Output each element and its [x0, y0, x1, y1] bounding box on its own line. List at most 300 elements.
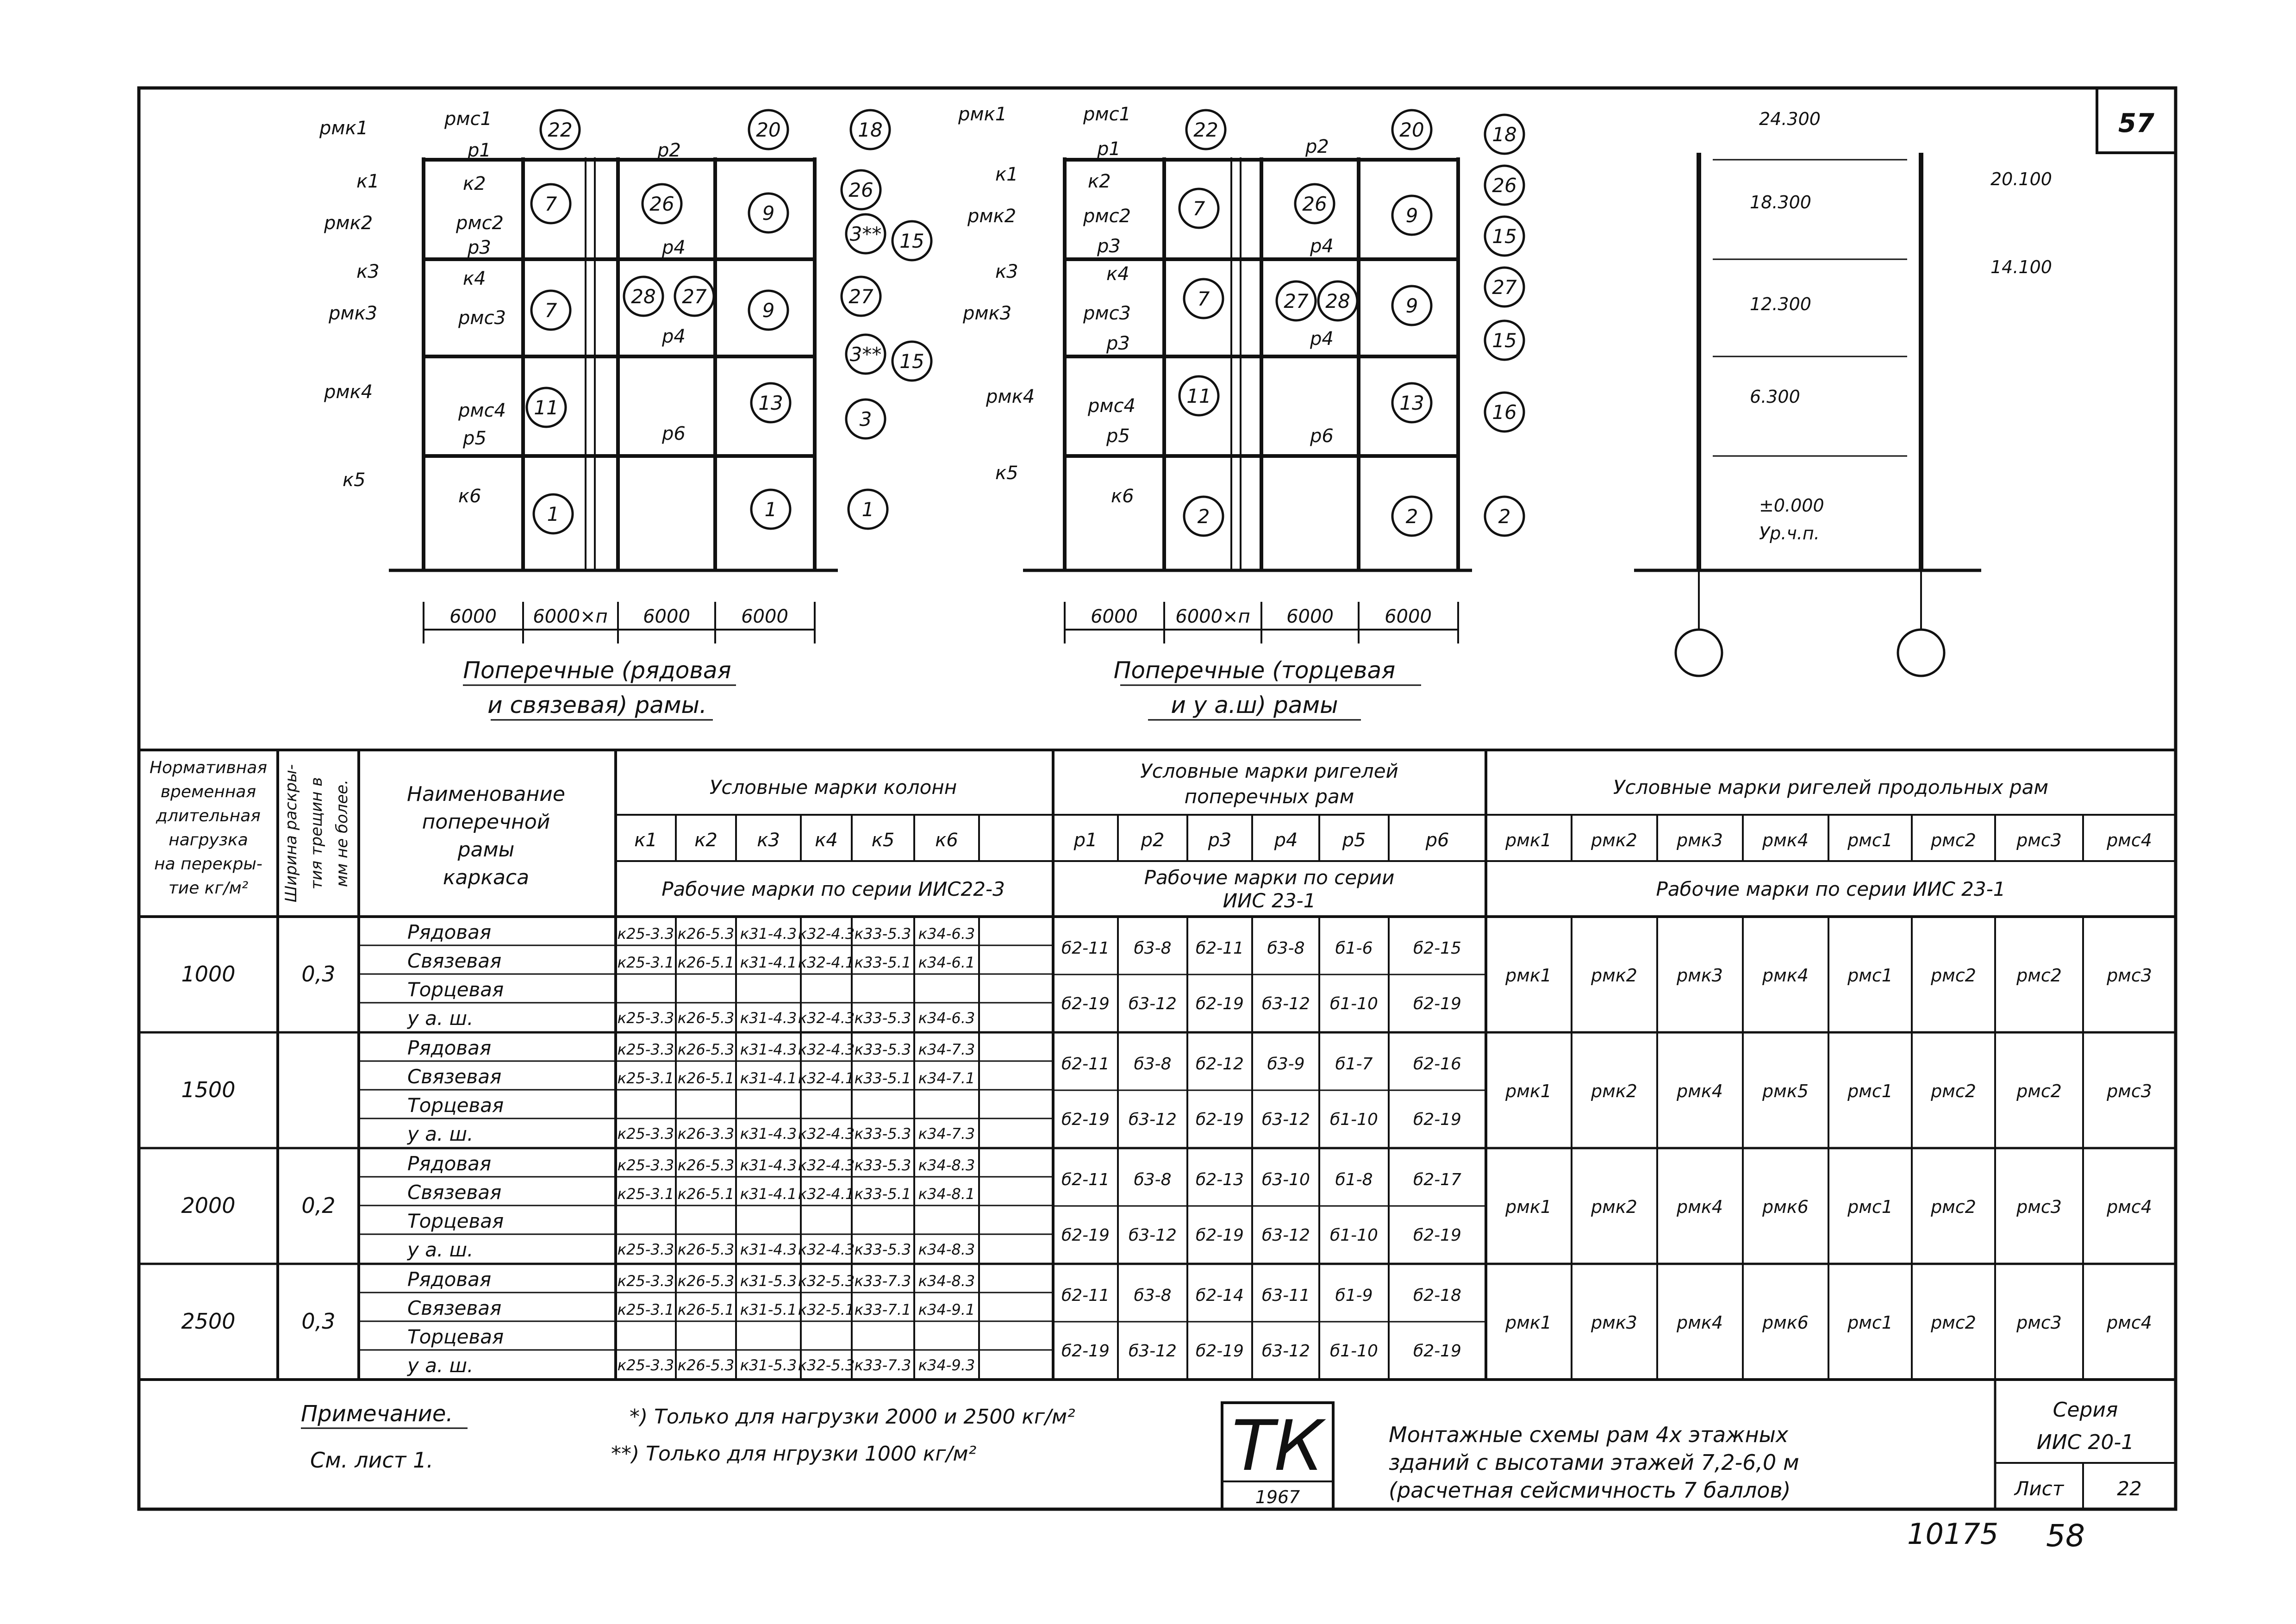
- right-label-13: рмс3: [1083, 303, 1131, 324]
- group-3-long-2: рмк4: [1677, 1312, 1723, 1333]
- head-load-2: длительная: [156, 806, 261, 825]
- group-0-name-1: Связевая: [407, 949, 502, 972]
- long-mark-7: рмс4: [2107, 830, 2152, 850]
- group-1-col-0-4: к33-5.3: [854, 1041, 911, 1058]
- note-1: *) Только для нагрузки 2000 и 2500 кг/м²: [630, 1405, 1075, 1429]
- group-3-rig-1-1: б3-12: [1129, 1342, 1177, 1361]
- group-2-long-1: рмк2: [1591, 1197, 1637, 1217]
- group-3-long-5: рмс2: [1931, 1312, 1976, 1333]
- group-0-rig-0-4: б1-6: [1335, 939, 1373, 958]
- col-mark-2: к3: [757, 830, 780, 851]
- group-0-long-7: рмс3: [2107, 965, 2152, 986]
- left-circle-9: 28: [631, 285, 656, 308]
- group-2-col-1-2: к31-4.1: [740, 1185, 797, 1203]
- group-3-col-1-3: к32-5.1: [798, 1301, 855, 1318]
- group-0-name-0: Рядовая: [407, 921, 492, 943]
- left-circle-15: 15: [899, 350, 924, 373]
- left-circle-12: 9: [762, 299, 775, 322]
- group-2-rig-1-4: б1-10: [1330, 1226, 1378, 1245]
- group-0-col-0-3: к32-4.3: [798, 925, 855, 943]
- rig-mark-4: р5: [1342, 830, 1366, 851]
- head-load-4: на перекры-: [154, 855, 262, 874]
- long-mark-0: рмк1: [1505, 830, 1552, 850]
- top-sheet-number: 57: [2118, 108, 2154, 138]
- left-label-2: к1: [356, 171, 380, 192]
- group-3-col-1-4: к33-7.1: [854, 1301, 911, 1318]
- left-circle-3: 7: [544, 193, 557, 215]
- group-2-rig-0-1: б3-8: [1134, 1170, 1172, 1189]
- group-1-col-1-1: к26-5.1: [677, 1069, 735, 1087]
- right-circle-15: 13: [1399, 392, 1424, 414]
- right-label-1: рмс1: [1083, 104, 1131, 125]
- group-0-rig-0-5: б2-15: [1413, 939, 1461, 958]
- group-0-col-2-0: к25-3.3: [617, 1009, 674, 1027]
- left-label-8: р3: [468, 237, 491, 258]
- head-load-5: тие кг/м²: [168, 879, 249, 898]
- group-3-rig-0-2: б2-14: [1196, 1286, 1244, 1305]
- long-mark-1: рмк2: [1591, 830, 1637, 850]
- group-crack-2: 0,2: [301, 1193, 336, 1218]
- group-1-long-1: рмк2: [1591, 1081, 1637, 1101]
- group-2-name-0: Рядовая: [407, 1152, 492, 1175]
- group-0-col-0-4: к33-5.3: [854, 925, 911, 943]
- group-3-name-2: Торцевая: [407, 1325, 504, 1348]
- group-3-long-1: рмк3: [1591, 1312, 1637, 1333]
- group-2-long-7: рмс4: [2107, 1197, 2152, 1217]
- head-rig-work-1: ИИС 23-1: [1223, 889, 1316, 912]
- left-label-20: к6: [458, 486, 481, 507]
- col-mark-1: к2: [694, 830, 718, 851]
- group-2-long-5: рмс2: [1931, 1197, 1976, 1217]
- left-circle-6: 26: [849, 179, 873, 201]
- group-0-long-2: рмк3: [1677, 965, 1723, 986]
- head-columns-work: Рабочие марки по серии ИИС22-3: [661, 878, 1005, 900]
- left-circle-4: 26: [649, 193, 674, 215]
- right-label-4: рмк2: [967, 206, 1017, 227]
- group-2-rig-1-0: б2-19: [1061, 1226, 1110, 1245]
- group-0-rig-1-5: б2-19: [1413, 994, 1461, 1013]
- head-name-1: поперечной: [422, 810, 550, 834]
- right-label-6: р1: [1097, 138, 1121, 160]
- right-label-16: рмк4: [986, 386, 1035, 407]
- left-circle-14: 3**: [849, 343, 882, 366]
- group-0-rig-0-1: б3-8: [1134, 939, 1172, 958]
- group-2-col-0-3: к32-4.3: [798, 1156, 855, 1174]
- stamp-logo: ТК: [1231, 1406, 1324, 1487]
- rig-mark-1: р2: [1141, 830, 1165, 851]
- group-2-col-0-0: к25-3.3: [617, 1156, 674, 1174]
- group-crack-0: 0,3: [301, 962, 336, 987]
- group-2-col-0-5: к34-8.3: [918, 1156, 975, 1174]
- left-circle-13: 27: [849, 285, 873, 308]
- group-1-col-2-0: к25-3.3: [617, 1125, 674, 1143]
- group-2-rig-0-0: б2-11: [1061, 1170, 1110, 1189]
- group-0-long-6: рмс2: [2016, 965, 2062, 986]
- head-load-3: нагрузка: [168, 831, 248, 849]
- head-rig-1: поперечных рам: [1184, 785, 1354, 808]
- left-label-4: рмк2: [324, 212, 373, 234]
- group-2-rig-0-4: б1-8: [1335, 1170, 1373, 1189]
- group-3-col-2-0: к25-3.3: [617, 1356, 674, 1374]
- group-3-col-0-5: к34-8.3: [918, 1272, 975, 1290]
- group-0-long-0: рмк1: [1505, 965, 1552, 986]
- long-mark-6: рмс3: [2016, 830, 2062, 850]
- group-2-long-6: рмс3: [2016, 1197, 2062, 1217]
- group-3-col-2-4: к33-7.3: [854, 1356, 911, 1374]
- group-0-col-1-4: к33-5.1: [854, 954, 911, 971]
- right-label-17: рмс4: [1088, 395, 1136, 417]
- group-3-col-1-0: к25-3.1: [617, 1301, 674, 1318]
- head-name-0: Наименование: [407, 782, 565, 806]
- group-1-rig-1-2: б2-19: [1196, 1110, 1244, 1129]
- archive-number: 10175: [1907, 1517, 1999, 1551]
- group-3-rig-0-4: б1-9: [1335, 1286, 1373, 1305]
- right-circle-10: 28: [1325, 290, 1350, 312]
- group-0-rig-1-4: б1-10: [1330, 994, 1378, 1013]
- left-label-16: рмс4: [458, 400, 506, 421]
- elevation-6: 20.100: [1990, 169, 2052, 189]
- right-dim-0: 6000: [1091, 606, 1138, 627]
- group-3-rig-1-0: б2-19: [1061, 1342, 1110, 1361]
- right-label-7: р2: [1305, 136, 1329, 157]
- right-label-18: р5: [1106, 425, 1130, 447]
- group-3-rig-1-3: б3-12: [1262, 1342, 1310, 1361]
- left-circle-18: 3: [859, 408, 872, 431]
- group-2-name-1: Связевая: [407, 1181, 502, 1204]
- group-3-rig-0-1: б3-8: [1134, 1286, 1172, 1305]
- left-label-19: к5: [343, 469, 366, 491]
- left-circle-7: 3**: [849, 223, 882, 245]
- group-3-col-0-1: к26-5.3: [677, 1272, 735, 1290]
- right-caption-line1: Поперечные (торцевая: [1113, 657, 1396, 684]
- head-load-0: Нормативная: [149, 758, 268, 777]
- group-1-rig-1-1: б3-12: [1129, 1110, 1177, 1129]
- group-2-rig-0-2: б2-13: [1196, 1170, 1244, 1189]
- right-circle-0: 22: [1193, 119, 1218, 141]
- right-label-15: р4: [1310, 328, 1334, 350]
- group-0-col-1-3: к32-4.1: [798, 954, 855, 971]
- right-circle-7: 15: [1492, 225, 1517, 248]
- right-dim-1: 6000×п: [1175, 606, 1250, 627]
- right-label-0: рмк1: [958, 104, 1007, 125]
- group-1-rig-1-0: б2-19: [1061, 1110, 1110, 1129]
- left-circle-8: 15: [899, 230, 924, 252]
- left-label-6: р1: [468, 140, 491, 161]
- left-dim-3: 6000: [741, 606, 788, 627]
- right-label-21: к6: [1111, 486, 1134, 507]
- group-2-name-2: Торцевая: [407, 1210, 504, 1232]
- group-2-long-4: рмс1: [1847, 1197, 1893, 1217]
- rig-mark-2: р3: [1208, 830, 1232, 851]
- rig-mark-5: р6: [1425, 830, 1449, 851]
- stamp-sheet-value: 22: [2117, 1477, 2142, 1500]
- right-circle-16: 16: [1492, 401, 1517, 424]
- col-mark-4: к5: [871, 830, 895, 851]
- group-3-col-0-4: к33-7.3: [854, 1272, 911, 1290]
- left-circle-2: 18: [858, 119, 883, 141]
- long-mark-5: рмс2: [1931, 830, 1976, 850]
- group-1-col-1-4: к33-5.1: [854, 1069, 911, 1087]
- left-circle-17: 13: [758, 392, 783, 414]
- note-2: **) Только для нгрузки 1000 кг/м²: [611, 1442, 977, 1466]
- long-mark-3: рмк4: [1762, 830, 1809, 850]
- group-0-name-2: Торцевая: [407, 978, 504, 1001]
- left-dim-0: 6000: [449, 606, 497, 627]
- group-2-col-2-2: к31-4.3: [740, 1241, 797, 1258]
- right-circle-18: 2: [1405, 505, 1418, 528]
- right-circle-9: 27: [1284, 290, 1309, 312]
- group-2-col-1-3: к32-4.1: [798, 1185, 855, 1203]
- group-load-1: 1500: [181, 1077, 236, 1102]
- group-2-rig-1-3: б3-12: [1262, 1226, 1310, 1245]
- left-label-15: рмк4: [324, 381, 373, 403]
- left-label-9: р4: [662, 237, 686, 258]
- group-1-rig-0-1: б3-8: [1134, 1055, 1172, 1074]
- group-1-rig-0-2: б2-12: [1196, 1055, 1244, 1074]
- group-2-col-1-5: к34-8.1: [918, 1185, 975, 1203]
- left-label-10: к3: [356, 261, 380, 282]
- group-0-rig-0-3: б3-8: [1267, 939, 1305, 958]
- stamp-year: 1967: [1255, 1487, 1300, 1507]
- group-0-col-1-5: к34-6.1: [918, 954, 975, 971]
- elevation-4: ±0.000: [1759, 495, 1824, 516]
- group-1-col-0-1: к26-5.3: [677, 1041, 735, 1058]
- group-0-rig-1-3: б3-12: [1262, 994, 1310, 1013]
- right-label-12: рмк3: [963, 303, 1012, 324]
- group-0-col-0-5: к34-6.3: [918, 925, 975, 943]
- right-circle-1: 20: [1399, 119, 1424, 141]
- group-3-name-1: Связевая: [407, 1297, 502, 1319]
- elevation-7: 14.100: [1990, 257, 2052, 277]
- head-load-1: временная: [160, 782, 256, 801]
- group-1-long-3: рмк5: [1762, 1081, 1809, 1101]
- left-circle-1: 20: [756, 119, 781, 141]
- group-3-name-3: у а. ш.: [407, 1354, 474, 1377]
- group-3-col-0-2: к31-5.3: [740, 1272, 797, 1290]
- group-2-col-1-0: к25-3.1: [617, 1185, 674, 1203]
- right-circle-8: 7: [1197, 287, 1210, 310]
- head-crack-2: мм не более.: [333, 779, 351, 887]
- group-load-0: 1000: [181, 962, 236, 987]
- group-2-rig-0-3: б3-10: [1262, 1170, 1310, 1189]
- group-3-rig-0-0: б2-11: [1061, 1286, 1110, 1305]
- right-label-5: рмс2: [1083, 206, 1131, 227]
- group-2-col-2-3: к32-4.3: [798, 1241, 855, 1258]
- right-circle-2: 18: [1492, 123, 1517, 146]
- group-1-rig-0-4: б1-7: [1335, 1055, 1373, 1074]
- head-crack-0: Ширина раскры-: [282, 764, 300, 903]
- right-label-20: к5: [995, 462, 1018, 484]
- elevation-0: 24.300: [1759, 109, 1821, 129]
- group-2-col-0-1: к26-5.3: [677, 1156, 735, 1174]
- group-3-col-0-3: к32-5.3: [798, 1272, 855, 1290]
- rig-mark-0: р1: [1073, 830, 1098, 851]
- head-rig-0: Условные марки ригелей: [1140, 760, 1398, 782]
- group-0-col-0-0: к25-3.3: [617, 925, 674, 943]
- group-1-long-2: рмк4: [1677, 1081, 1723, 1101]
- left-label-3: к2: [463, 173, 486, 194]
- group-1-name-0: Рядовая: [407, 1037, 492, 1059]
- left-label-1: рмс1: [444, 108, 493, 130]
- group-1-col-1-0: к25-3.1: [617, 1069, 674, 1087]
- group-1-col-2-1: к26-3.3: [677, 1125, 735, 1143]
- group-1-col-2-4: к33-5.3: [854, 1125, 911, 1143]
- head-long: Условные марки ригелей продольных рам: [1613, 776, 2049, 799]
- group-load-3: 2500: [181, 1309, 236, 1334]
- group-3-col-2-1: к26-5.3: [677, 1356, 735, 1374]
- right-label-2: к1: [995, 164, 1018, 185]
- group-3-name-0: Рядовая: [407, 1268, 492, 1291]
- group-3-col-0-0: к25-3.3: [617, 1272, 674, 1290]
- group-2-col-2-4: к33-5.3: [854, 1241, 911, 1258]
- left-circle-10: 27: [682, 285, 707, 308]
- left-circle-21: 1: [861, 498, 874, 521]
- group-2-rig-1-1: б3-12: [1129, 1226, 1177, 1245]
- group-3-long-7: рмс4: [2107, 1312, 2152, 1333]
- group-0-col-0-2: к31-4.3: [740, 925, 797, 943]
- group-0-long-1: рмк2: [1591, 965, 1637, 986]
- group-3-col-1-2: к31-5.1: [740, 1301, 797, 1318]
- stamp-title-line3: (расчетная сейсмичность 7 баллов): [1389, 1478, 1791, 1503]
- right-label-3: к2: [1088, 171, 1111, 192]
- group-0-col-0-1: к26-5.3: [677, 925, 735, 943]
- group-1-long-5: рмс2: [1931, 1081, 1976, 1101]
- group-2-col-2-5: к34-8.3: [918, 1241, 975, 1258]
- group-2-name-3: у а. ш.: [407, 1238, 474, 1261]
- left-circle-11: 7: [544, 299, 557, 322]
- group-0-rig-1-0: б2-19: [1061, 994, 1110, 1013]
- left-label-12: рмк3: [329, 303, 378, 324]
- group-2-col-1-4: к33-5.1: [854, 1185, 911, 1203]
- left-label-17: р5: [463, 428, 487, 449]
- right-circle-6: 26: [1492, 174, 1517, 197]
- rig-mark-3: р4: [1274, 830, 1298, 851]
- frame-left-circles: [527, 110, 931, 533]
- group-0-rig-0-0: б2-11: [1061, 939, 1110, 958]
- group-1-rig-1-5: б2-19: [1413, 1110, 1461, 1129]
- group-3-col-2-2: к31-5.3: [740, 1356, 797, 1374]
- group-3-rig-0-5: б2-18: [1413, 1286, 1461, 1305]
- note-title: Примечание.: [301, 1401, 453, 1427]
- right-label-9: р4: [1310, 236, 1334, 257]
- head-name-2: рамы: [457, 838, 515, 862]
- group-1-col-0-3: к32-4.3: [798, 1041, 855, 1058]
- group-0-rig-0-2: б2-11: [1196, 939, 1244, 958]
- right-circle-11: 9: [1405, 294, 1418, 317]
- group-1-col-1-3: к32-4.1: [798, 1069, 855, 1087]
- head-rig-work-0: Рабочие марки по серии: [1144, 866, 1395, 889]
- group-1-col-2-3: к32-4.3: [798, 1125, 855, 1143]
- group-1-col-2-2: к31-4.3: [740, 1125, 797, 1143]
- group-0-name-3: у а. ш.: [407, 1007, 474, 1030]
- right-circle-4: 26: [1302, 193, 1327, 215]
- group-1-name-2: Торцевая: [407, 1094, 504, 1117]
- group-2-rig-0-5: б2-17: [1413, 1170, 1461, 1189]
- left-caption-line2: и связевая) рамы.: [487, 692, 707, 718]
- right-caption-line2: и у а.ш) рамы: [1171, 692, 1338, 718]
- left-label-0: рмк1: [319, 118, 368, 139]
- group-2-col-2-1: к26-5.3: [677, 1241, 735, 1258]
- head-name-3: каркаса: [443, 866, 530, 889]
- group-0-long-3: рмк4: [1762, 965, 1809, 986]
- left-dim-2: 6000: [643, 606, 690, 627]
- group-1-rig-1-4: б1-10: [1330, 1110, 1378, 1129]
- group-1-long-7: рмс3: [2107, 1081, 2152, 1101]
- group-1-rig-0-5: б2-16: [1413, 1055, 1461, 1074]
- group-1-long-0: рмк1: [1505, 1081, 1552, 1101]
- right-dim-3: 6000: [1385, 606, 1432, 627]
- group-0-rig-1-2: б2-19: [1196, 994, 1244, 1013]
- left-label-5: рмс2: [456, 212, 504, 234]
- group-2-long-3: рмк6: [1762, 1197, 1809, 1217]
- stamp-series-label: Серия: [2053, 1398, 2118, 1422]
- group-0-col-2-3: к32-4.3: [798, 1009, 855, 1027]
- group-0-col-1-0: к25-3.1: [617, 954, 674, 971]
- elevation-5: Ур.ч.п.: [1759, 523, 1820, 543]
- group-1-long-4: рмс1: [1847, 1081, 1893, 1101]
- group-1-col-1-5: к34-7.1: [918, 1069, 975, 1087]
- col-mark-0: к1: [634, 830, 657, 851]
- group-2-rig-1-2: б2-19: [1196, 1226, 1244, 1245]
- bottom-sheet-number: 58: [2046, 1518, 2085, 1554]
- group-0-col-1-1: к26-5.1: [677, 954, 735, 971]
- group-0-col-2-5: к34-6.3: [918, 1009, 975, 1027]
- group-0-long-5: рмс2: [1931, 965, 1976, 986]
- group-3-long-4: рмс1: [1847, 1312, 1893, 1333]
- group-3-rig-0-3: б3-11: [1262, 1286, 1310, 1305]
- group-0-col-2-1: к26-5.3: [677, 1009, 735, 1027]
- group-1-name-1: Связевая: [407, 1065, 502, 1088]
- group-3-col-1-5: к34-9.1: [918, 1301, 975, 1318]
- group-3-col-2-5: к34-9.3: [918, 1356, 975, 1374]
- long-mark-2: рмк3: [1677, 830, 1723, 850]
- note-reference: См. лист 1.: [310, 1448, 433, 1473]
- left-circle-20: 1: [764, 498, 777, 521]
- right-label-14: р3: [1106, 333, 1130, 354]
- group-1-col-1-2: к31-4.1: [740, 1069, 797, 1087]
- right-label-11: к4: [1106, 263, 1129, 285]
- long-mark-4: рмс1: [1847, 830, 1893, 850]
- left-caption-line1: Поперечные (рядовая: [463, 657, 731, 684]
- left-label-11: к4: [463, 268, 486, 289]
- right-circle-14: 11: [1186, 385, 1211, 407]
- right-label-19: р6: [1310, 425, 1334, 447]
- group-1-col-0-0: к25-3.3: [617, 1041, 674, 1058]
- group-2-rig-1-5: б2-19: [1413, 1226, 1461, 1245]
- left-label-14: р4: [662, 326, 686, 347]
- group-1-col-2-5: к34-7.3: [918, 1125, 975, 1143]
- group-2-long-0: рмк1: [1505, 1197, 1552, 1217]
- group-3-col-1-1: к26-5.1: [677, 1301, 735, 1318]
- group-2-col-0-4: к33-5.3: [854, 1156, 911, 1174]
- right-circle-17: 2: [1197, 505, 1210, 528]
- left-label-7: р2: [657, 140, 681, 161]
- right-circle-13: 15: [1492, 329, 1517, 352]
- right-circle-5: 9: [1405, 204, 1418, 227]
- right-circle-19: 2: [1498, 505, 1511, 528]
- elevation-1: 18.300: [1750, 192, 1811, 212]
- head-columns: Условные марки колонн: [709, 776, 957, 799]
- left-label-13: рмс3: [458, 307, 506, 329]
- group-0-col-2-4: к33-5.3: [854, 1009, 911, 1027]
- group-1-rig-1-3: б3-12: [1262, 1110, 1310, 1129]
- col-mark-5: к6: [935, 830, 958, 851]
- group-3-rig-1-5: б2-19: [1413, 1342, 1461, 1361]
- group-3-rig-1-2: б2-19: [1196, 1342, 1244, 1361]
- elevation-3: 6.300: [1750, 387, 1800, 407]
- elevation-2: 12.300: [1750, 294, 1811, 314]
- group-0-col-1-2: к31-4.1: [740, 954, 797, 971]
